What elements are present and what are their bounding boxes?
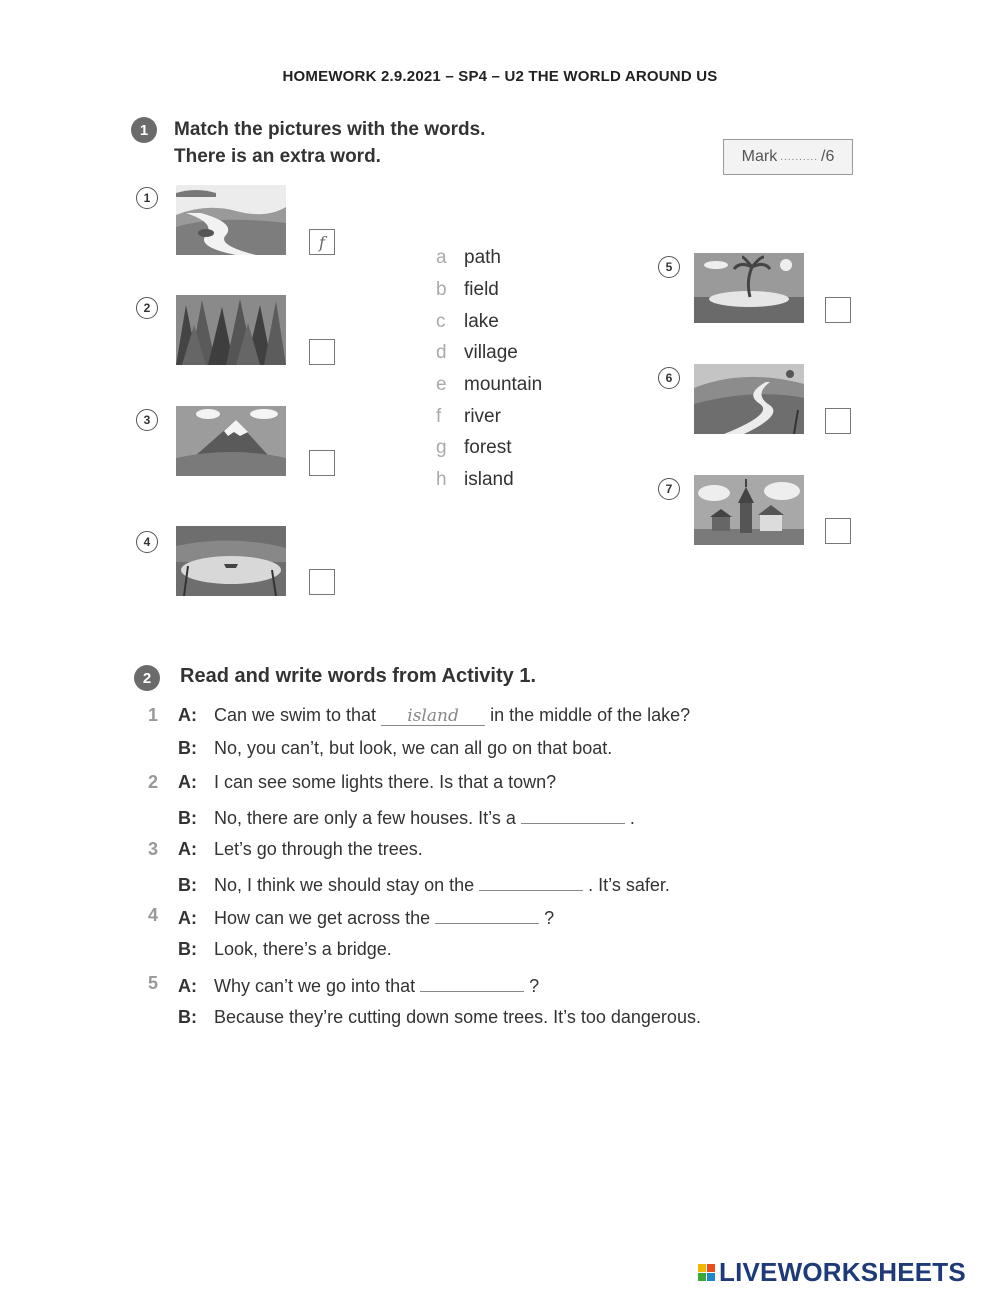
word-letter: g [436,437,447,458]
instruction-line-2: There is an extra word. [174,146,381,167]
line-text-before: No, there are only a few houses. It’s a [214,808,521,828]
word-letter: e [436,374,447,395]
answer-box-2[interactable] [309,339,335,365]
word-item [436,279,499,301]
logo-square [698,1273,706,1281]
line-text: Let’s go through the trees. [214,839,423,859]
answer-box-6[interactable] [825,408,851,434]
item-number: 1 [148,705,159,725]
path-icon [694,364,804,434]
logo-text: LIVEWORKSHEETS [719,1257,966,1287]
word-text: island [464,469,514,490]
line-text-before: How can we get across the [214,908,436,928]
answer-blank-5[interactable] [420,973,524,992]
word-item [436,406,501,428]
logo-square [707,1264,715,1272]
line-text: I can see some lights there. Is that a town? [214,772,557,792]
liveworksheets-logo [698,1257,966,1288]
dialogue-line [148,973,540,997]
picture-number: 6 [658,367,680,389]
speaker: B: [178,939,197,959]
line-text-after: . It’s safer. [583,875,670,895]
mark-box [723,139,853,175]
mark-total: /6 [821,148,835,165]
activity-1-instruction [174,116,485,170]
mark-label: Mark [741,148,778,165]
word-item [436,247,501,269]
item-number: 5 [148,973,159,993]
line-text-after: ? [539,908,555,928]
word-text: field [464,279,499,300]
river-icon [176,185,286,255]
answer-box-3[interactable] [309,450,335,476]
word-text: lake [464,311,499,332]
picture-number: 5 [658,256,680,278]
logo-mark-icon [698,1264,715,1281]
dialogue-line [178,1007,701,1028]
mountain-icon [176,406,286,476]
dialogue-line [178,939,392,960]
item-number: 3 [148,839,159,859]
dialogue-line [178,738,612,759]
word-letter: b [436,279,447,300]
picture-number: 4 [136,531,158,553]
speaker: A: [178,976,197,996]
word-item [436,342,518,364]
lake-icon [176,526,286,596]
dialogue-line [178,805,635,829]
speaker: A: [178,908,197,928]
line-text-before: No, I think we should stay on the [214,875,480,895]
line-text-after: ? [524,976,540,996]
line-text-before: Can we swim to that [214,705,382,725]
answer-blank-3[interactable] [479,872,583,891]
picture-number: 1 [136,187,158,209]
picture-number: 3 [136,409,158,431]
island-icon [694,253,804,323]
word-text: village [464,342,518,363]
word-item [436,437,512,459]
line-text: No, you can’t, but look, we can all go on that boat. [214,738,613,758]
answer-blank-1[interactable]: island [381,707,485,726]
picture-number: 2 [136,297,158,319]
line-text-after: in the middle of the lake? [485,705,691,725]
picture-number: 7 [658,478,680,500]
answer-box-1[interactable]: f [309,229,335,255]
speaker: A: [178,772,197,792]
speaker: B: [178,738,197,758]
activity-2-instruction: Read and write words from Activity 1. [180,665,537,687]
dialogue-line [178,872,670,896]
speaker: B: [178,875,197,895]
word-letter: f [436,406,442,427]
word-letter: d [436,342,447,363]
village-icon [694,475,804,545]
activity-1-number: 1 [131,117,157,143]
word-letter: c [436,311,446,332]
answer-box-4[interactable] [309,569,335,595]
activity-2-number: 2 [134,665,160,691]
answer-box-5[interactable] [825,297,851,323]
word-text: river [464,406,501,427]
item-number: 4 [148,905,159,925]
word-text: mountain [464,374,543,395]
line-text-after: . [624,808,635,828]
line-text: Because they’re cutting down some trees. It’s too dangerous. [214,1007,701,1027]
answer-blank-2[interactable] [521,805,625,824]
speaker: A: [178,705,197,725]
dialogue-line [148,839,423,860]
logo-square [707,1273,715,1281]
line-text-before: Why can’t we go into that [214,976,421,996]
speaker: B: [178,808,197,828]
line-text: Look, there’s a bridge. [214,939,392,959]
word-text: forest [464,437,512,458]
word-letter: a [436,247,447,268]
item-number: 2 [148,772,159,792]
dialogue-line [148,905,555,929]
word-item [436,469,514,491]
logo-square [698,1264,706,1272]
forest-icon [176,295,286,365]
speaker: A: [178,839,197,859]
mark-dots: .......... [780,151,818,163]
instruction-line-1: Match the pictures with the words. [174,119,486,140]
dialogue-line [148,772,557,793]
page-title: HOMEWORK 2.9.2021 – SP4 – U2 THE WORLD AROUND US [282,68,718,85]
word-letter: h [436,469,447,490]
word-text: path [464,247,501,268]
word-item [436,374,542,396]
dialogue-line [148,705,691,726]
answer-box-7[interactable] [825,518,851,544]
answer-blank-4[interactable] [435,905,539,924]
word-item [436,311,499,333]
speaker: B: [178,1007,197,1027]
